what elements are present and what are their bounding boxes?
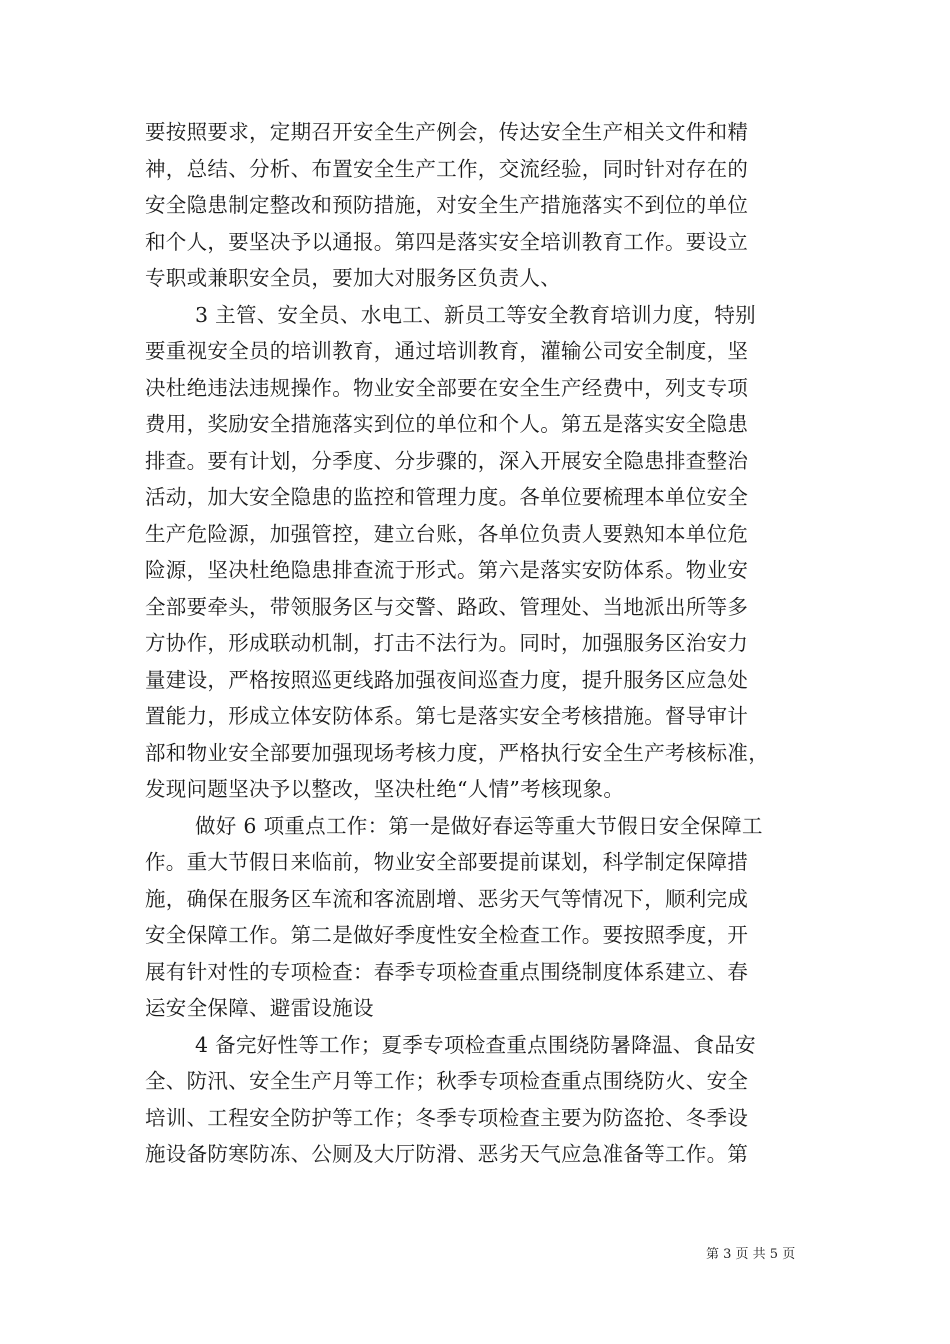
paragraph-1 xyxy=(145,114,825,297)
text-line: 发现问题坚决予以整改，坚决杜绝“人情”考核现象。 xyxy=(145,777,625,801)
text-line: 做好 6 项重点工作：第一是做好春运等重大节假日安全保障工 xyxy=(195,813,763,838)
text-line: 全、防汛、安全生产月等工作；秋季专项检查重点围绕防火、安全 xyxy=(145,1069,749,1093)
text-line: 部和物业安全部要加强现场考核力度，严格执行安全生产考核标准， xyxy=(145,740,769,765)
text-line: 作。重大节假日来临前，物业安全部要提前谋划，科学制定保障措 xyxy=(145,850,749,874)
paragraph-2 xyxy=(145,297,825,808)
text-line: 量建设，严格按照巡更线路加强夜间巡查力度，提升服务区应急处 xyxy=(145,667,749,692)
text-line: 费用，奖励安全措施落实到位的单位和个人。第五是落实安全隐患 xyxy=(145,412,749,436)
text-line: 培训、工程安全防护等工作；冬季专项检查主要为防盗抢、冬季设 xyxy=(145,1105,749,1130)
text-line: 险源，坚决杜绝隐患排查流于形式。第六是落实安防体系。物业安 xyxy=(145,558,749,582)
text-line: 安全保障工作。第二是做好季度性安全检查工作。要按照季度，开 xyxy=(145,923,749,947)
text-line: 3 主管、安全员、水电工、新员工等安全教育培训力度，特别 xyxy=(195,302,756,327)
text-line: 置能力，形成立体安防体系。第七是落实安全考核措施。督导审计 xyxy=(145,704,749,728)
text-line: 全部要牵头，带领服务区与交警、路政、管理处、当地派出所等多 xyxy=(145,594,749,619)
text-line: 施设备防寒防冻、公厕及大厅防滑、恶劣天气应急准备等工作。第 xyxy=(145,1142,749,1166)
text-line: 运安全保障、避雷设施设 xyxy=(145,996,374,1020)
text-line: 排查。要有计划，分季度、分步骤的，深入开展安全隐患排查整治 xyxy=(145,448,749,473)
paragraph-3 xyxy=(145,808,825,1027)
text-line: 展有针对性的专项检查：春季专项检查重点围绕制度体系建立、春 xyxy=(145,959,749,984)
text-line: 4 备完好性等工作；夏季专项检查重点围绕防暑降温、食品安 xyxy=(195,1032,756,1057)
text-line: 专职或兼职安全员，要加大对服务区负责人、 xyxy=(145,266,561,290)
paragraph-4 xyxy=(145,1027,825,1173)
text-line: 要重视安全员的培训教育，通过培训教育，灌输公司安全制度，坚 xyxy=(145,339,749,363)
text-line: 安全隐患制定整改和预防措施，对安全生产措施落实不到位的单位 xyxy=(145,193,749,217)
text-line: 要按照要求，定期召开安全生产例会，传达安全生产相关文件和精 xyxy=(145,120,749,144)
text-line: 决杜绝违法违规操作。物业安全部要在安全生产经费中，列支专项 xyxy=(145,375,749,400)
page-number-footer: 第 3 页 共 5 页 xyxy=(706,1247,796,1262)
text-line: 施，确保在服务区车流和客流剧增、恶劣天气等情况下，顺利完成 xyxy=(145,886,749,911)
text-line: 神，总结、分析、布置安全生产工作，交流经验，同时针对存在的 xyxy=(145,156,749,181)
text-line: 活动，加大安全隐患的监控和管理力度。各单位要梳理本单位安全 xyxy=(145,485,749,509)
text-line: 和个人，要坚决予以通报。第四是落实安全培训教育工作。要设立 xyxy=(145,229,749,254)
text-line: 方协作，形成联动机制，打击不法行为。同时，加强服务区治安力 xyxy=(145,631,749,655)
text-line: 生产危险源，加强管控，建立台账，各单位负责人要熟知本单位危 xyxy=(145,521,749,546)
document-body xyxy=(145,114,825,1173)
